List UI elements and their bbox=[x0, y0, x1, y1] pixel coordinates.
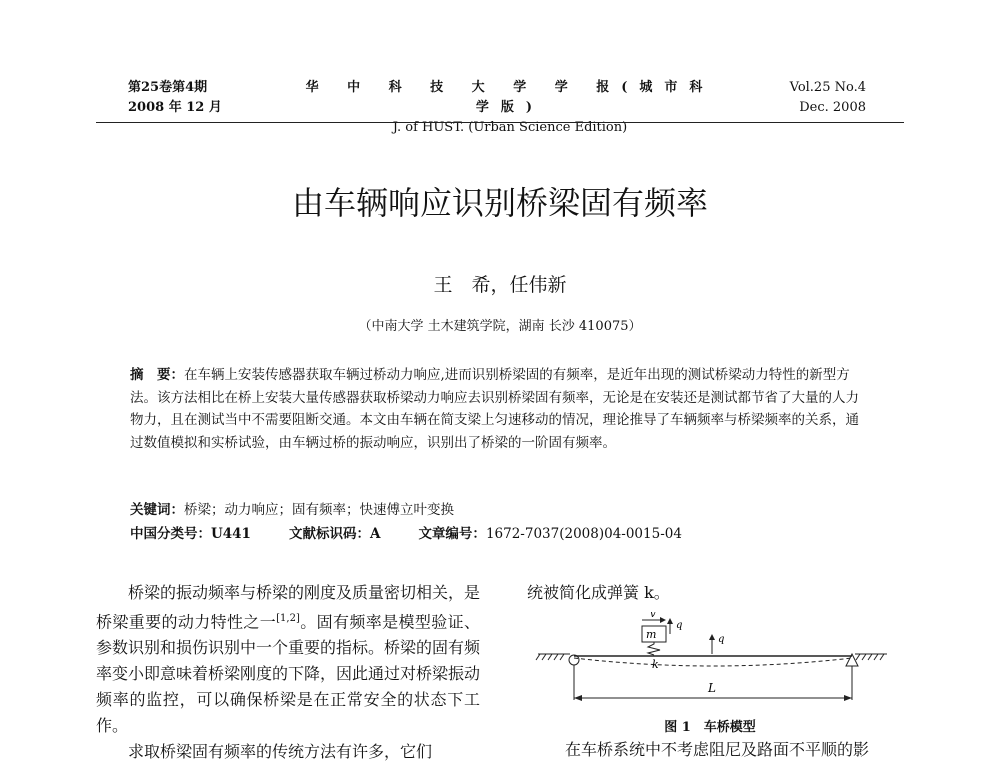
body-paragraph-2: 求取桥梁固有频率的传统方法有许多，它们 bbox=[128, 742, 433, 762]
paper-title: 由车辆响应识别桥梁固有频率 bbox=[291, 184, 708, 222]
article-no-value: 1672-7037(2008)04-0015-04 bbox=[485, 526, 682, 542]
keywords-label: 关键词： bbox=[130, 502, 184, 518]
label-v: v bbox=[650, 612, 656, 620]
label-k: k bbox=[652, 658, 659, 671]
abstract bbox=[130, 364, 870, 454]
clc-value: U441 bbox=[211, 526, 251, 542]
journal-name-cn: 华 中 科 技 大 学 学 报(城市科学版) bbox=[305, 80, 715, 115]
label-L: L bbox=[708, 681, 716, 695]
article-no-label: 文章编号： bbox=[418, 526, 486, 542]
journal-date: 2008 年 12 月 bbox=[128, 100, 222, 115]
label-qb: q bbox=[718, 634, 725, 645]
abstract-text: 在车辆上安装传感器获取车辆过桥动力响应,进而识别桥梁固的有频率，是近年出现的测试桥梁动力特性的新型方法。该方法相比在桥上安装大量传感器获取桥梁动力响应去识别桥梁固有频率，无论是在安装还是测试都节省了大量的人力物力，且在测试当中不需要阻断交通。本文由车辆在简支梁上匀速移动的情况，理论推导了车辆频率与桥梁频率的关系，通过数值模拟和实桥试验，由车辆过桥的振动响应，识别出了桥梁的一阶固有频率。 bbox=[130, 367, 859, 451]
journal-volume: 第25卷第4期 bbox=[128, 80, 208, 95]
journal-volume-en bbox=[790, 78, 866, 118]
body-left-column bbox=[96, 580, 480, 765]
abstract-label: 摘 要： bbox=[130, 367, 184, 383]
body-right-top: 统被简化成弹簧 k。 bbox=[527, 583, 670, 602]
doc-code-value: A bbox=[369, 526, 381, 542]
label-mv: m bbox=[646, 628, 657, 641]
left-support bbox=[536, 654, 579, 700]
body-right-bottom: 在车桥系统中不考虑阻尼及路面不平顺的影 bbox=[565, 740, 870, 759]
journal-name-en: J. of HUST. (Urban Science Edition) bbox=[392, 120, 628, 135]
right-support bbox=[846, 654, 887, 700]
doc-code-label: 文献标识码： bbox=[288, 526, 370, 542]
keywords bbox=[130, 500, 454, 520]
figure-caption: 图 1 车桥模型 bbox=[664, 720, 756, 735]
vehicle-bridge-figure bbox=[530, 612, 890, 717]
journal-issue bbox=[128, 78, 222, 118]
journal-name bbox=[300, 78, 720, 138]
journal-date-en: Dec. 2008 bbox=[799, 100, 866, 115]
author-affiliation: （中南大学 土木建筑学院，湖南 长沙 410075） bbox=[358, 319, 642, 334]
label-qv: q bbox=[676, 620, 683, 631]
deflected-beam bbox=[574, 658, 852, 666]
clc-label: 中国分类号： bbox=[130, 526, 211, 542]
keywords-text: 桥梁；动力响应；固有频率；快速傅立叶变换 bbox=[184, 502, 454, 518]
classification-line bbox=[130, 524, 682, 544]
citation-ref: [1,2] bbox=[276, 613, 300, 624]
para1-text-b: 。固有频率是模型验证、参数识别和损伤识别中一个重要的指标。桥梁的固有频率变小即意味着桥梁刚度的下降，因此通过对桥梁振动频率的监控，可以确保桥梁是在正常安全的状态下工作。 bbox=[96, 612, 481, 736]
header-rule bbox=[96, 122, 904, 123]
body-paragraph-1 bbox=[96, 580, 480, 739]
journal-volume-no: Vol.25 No.4 bbox=[789, 80, 866, 95]
paper-authors: 王 希，任伟新 bbox=[433, 274, 567, 296]
spring bbox=[648, 642, 660, 655]
para1-text-a: 桥梁的振动频率与桥梁的刚度及质量密切相关，是桥梁重要的动力特性之一 bbox=[96, 583, 481, 632]
